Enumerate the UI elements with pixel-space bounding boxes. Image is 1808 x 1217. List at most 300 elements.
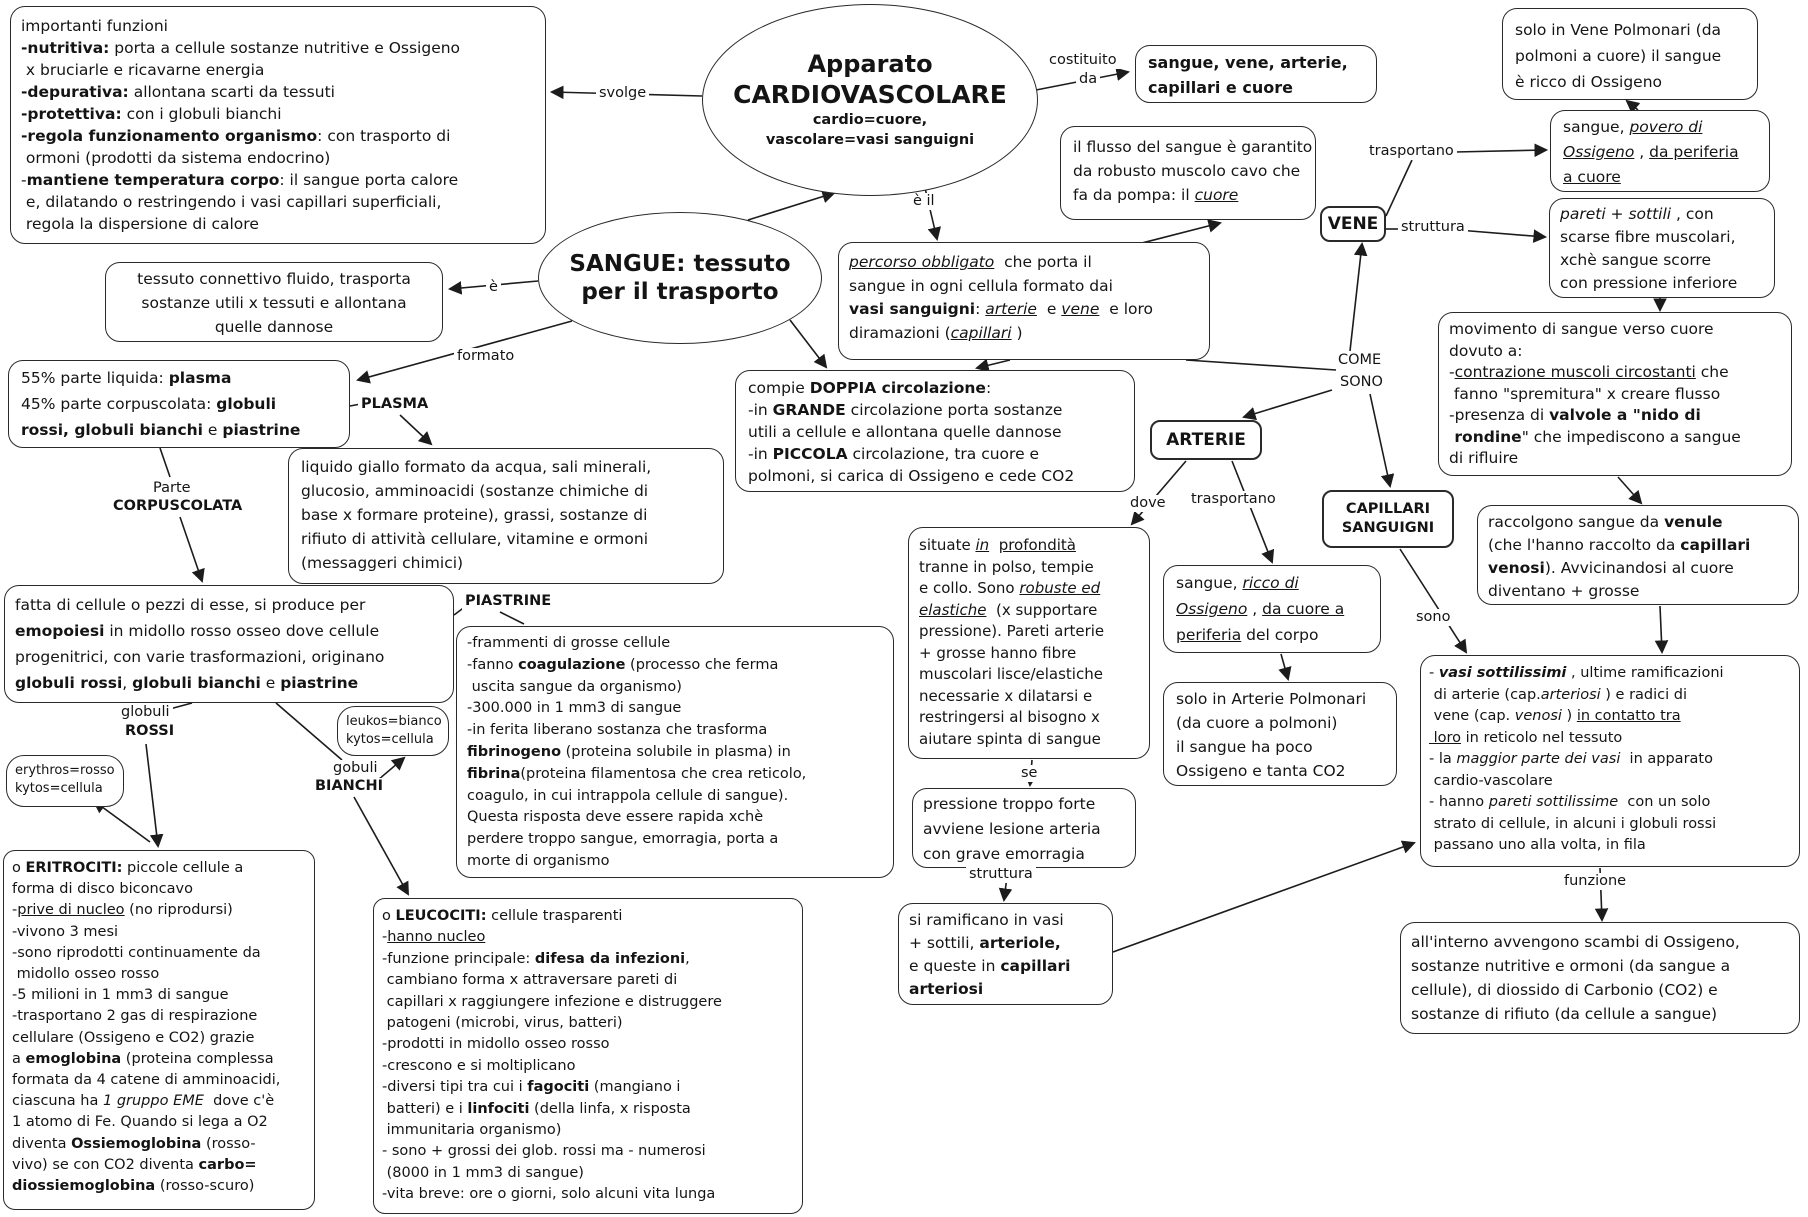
text-segment: compie [748,379,810,397]
text-line [1346,500,1430,519]
text-segment: ) [1011,323,1023,342]
text-segment: (x supportare [986,600,1098,619]
node-leukos [337,706,449,756]
text-segment: vivo) se con CO2 diventa [12,1156,199,1173]
text-line [1176,596,1368,622]
text-segment: sostanze nutritive e ormoni (da sangue a [1411,957,1731,975]
edge-label-dove: dove [1127,495,1169,512]
text-line [15,762,115,780]
connector-line-5 [977,360,1010,368]
text-segment: povero di [1629,118,1703,136]
text-segment: Ossigeno e tanta CO2 [1176,762,1346,780]
text-segment: -trasportano 2 gas di respirazione [12,1008,258,1025]
text-line [1449,427,1781,449]
text-line [919,707,1139,729]
text-segment: del corpo [1241,626,1319,644]
text-line [12,858,306,879]
text-segment: : [975,300,986,318]
text-segment: - [382,929,388,946]
text-segment: 45% parte corpuscolata: [21,395,217,413]
text-line [467,742,883,764]
node-pareti-sottili [1549,198,1775,298]
node-capillari-sanguigni [1322,490,1454,548]
edge-label-e: è [486,279,501,296]
text-segment: linfociti [467,1100,530,1117]
text-segment: - la [1429,751,1457,767]
text-line [1560,226,1764,249]
text-line [849,275,1199,299]
text-segment: porta a cellule sostanze nutritive e Ossigeno [109,39,461,57]
text-segment: il sangue ha poco [1176,738,1313,756]
node-doppia-circolazione [735,370,1135,492]
text-segment: vene (cap. [1429,708,1515,724]
text-segment: o [382,908,396,924]
text-line [382,1141,794,1162]
text-line [748,399,1122,421]
text-line [12,964,306,985]
text-line [919,600,1139,622]
text-segment: venule [1664,513,1723,531]
text-line [12,900,306,921]
text-segment: coagulazione [518,656,626,673]
edge-label-se: se [1018,765,1040,782]
text-segment: fagociti [527,1079,590,1096]
text-segment: restringersi al bisogno x [919,708,1100,726]
text-segment: cardio-vascolare [1429,772,1553,789]
text-line [1328,214,1379,234]
text-line [467,720,883,742]
text-line [15,780,115,798]
connector-line-35 [1627,101,1638,110]
connector-line-32 [1455,150,1546,152]
text-line [382,1120,794,1141]
text-line [467,655,883,677]
text-segment: (no riprodursi) [124,902,233,919]
text-line [21,81,535,103]
node-ramificano-arteriole [898,903,1113,1005]
text-line [21,15,535,37]
edge-label-costituito: costituito [1046,52,1120,69]
text-line [382,949,794,970]
text-segment: diramazioni ( [849,323,951,342]
text-segment: Ossigeno [1563,143,1635,161]
text-segment: strato di cellule, in alcuni i globuli rossi [1429,815,1717,832]
text-line [1176,735,1384,759]
text-line [1449,384,1781,406]
text-segment: passano uno alla volta, in fila [1429,837,1646,853]
text-segment: dove c'è [203,1093,275,1110]
text-segment: con i globuli bianchi [121,105,282,123]
text-line [1449,341,1781,363]
text-segment: -in [748,401,773,419]
text-line [1166,430,1246,450]
text-segment: Apparato [807,50,933,79]
text-line [1176,711,1384,735]
text-line [813,110,927,130]
connector-line-39 [1400,549,1466,652]
text-line [1563,115,1757,140]
text-segment: maggior parte dei vasi [1456,751,1621,767]
text-line [301,527,711,551]
text-line [1449,319,1781,341]
text-segment: - [1449,363,1455,381]
text-line [733,80,1007,111]
text-segment: uscita sangue da organismo) [467,678,682,695]
text-segment: 1 atomo di Fe. Quando si lega a O2 [12,1114,268,1131]
connector-line-17 [354,797,408,894]
text-segment: PICCOLA [772,445,848,463]
text-line [301,479,711,503]
text-line [1148,75,1364,100]
text-segment: 1 gruppo EME [102,1093,204,1110]
text-segment: allontana scarti da tessuti [128,83,335,101]
text-segment: che porta il [994,253,1092,271]
text-segment: ARTERIE [1166,430,1246,450]
text-line [21,391,337,417]
text-line [1429,792,1791,814]
text-line [919,578,1139,600]
text-line [21,169,535,191]
text-line [919,535,1139,557]
text-segment: necessarie x dilatarsi e [919,686,1093,705]
node-plasma-liquido-giallo [288,448,724,584]
text-segment: situate [919,536,976,554]
text-line [849,298,1199,322]
text-line [1176,570,1368,596]
text-segment: avviene lesione arteria [923,820,1101,838]
text-segment: sangue in ogni cellula formato dai [849,276,1113,295]
text-segment: -protettiva: [21,105,122,123]
text-segment: capillari e cuore [1148,78,1293,97]
text-segment: + sottili, [909,934,980,952]
text-segment: con un solo [1618,794,1711,810]
text-segment: piastrine [222,421,301,439]
node-arterie-polmonari [1163,682,1397,786]
text-segment: in contatto tra [1576,708,1681,724]
connector-line-6 [790,320,826,367]
text-line [923,792,1125,817]
text-segment: Ossigeno [1176,600,1248,618]
text-segment: leukos=bianco [346,714,442,729]
text-segment: -fanno [467,656,519,673]
node-raccolgono-venule [1477,505,1799,605]
text-line [1176,687,1384,711]
text-segment: profondità [998,536,1076,554]
text-segment: kytos=cellula [15,781,103,796]
text-line [12,922,306,943]
connector-line-31 [1386,160,1412,216]
connector-line-38 [1660,606,1662,652]
text-segment: ricco di [1242,574,1299,592]
text-segment: capillari [1680,536,1751,554]
text-line [569,250,790,278]
text-segment: emoglobina [25,1050,122,1067]
edge-label-bianchi: BIANCHI [312,778,386,795]
text-segment: CAPILLARI [1345,501,1431,517]
text-line [12,1049,306,1070]
text-line [748,465,1122,487]
text-segment: - [21,171,27,189]
text-segment: e [260,674,281,692]
text-line [382,927,794,948]
text-line [467,851,883,873]
node-percorso-obbligato [838,242,1210,360]
text-line [12,1091,306,1112]
text-segment: fibrina [467,765,521,782]
text-line [382,1184,794,1205]
connector-line-23 [1244,390,1332,417]
text-segment: hanno nucleo [387,929,486,946]
text-segment: sostanze utili x tessuti e allontana [141,294,407,312]
edge-label-funzione: funzione [1561,873,1629,890]
text-segment: ) [1561,708,1577,724]
node-eritrociti [3,850,315,1210]
text-segment: venosi [1514,708,1562,724]
connector-line-30 [1113,843,1414,952]
text-segment: : con trasporto di [317,127,451,145]
text-line [1429,685,1791,707]
text-segment: pressione troppo forte [923,795,1096,813]
text-line [1073,135,1313,159]
text-segment: -300.000 in 1 mm3 di sangue [467,700,682,717]
text-line [114,315,434,339]
text-segment: o [12,860,26,876]
text-segment: , [122,674,133,692]
text-segment: (da cuore a polmoni) [1176,714,1338,732]
text-segment: in apparato [1620,751,1713,767]
text-line [21,125,535,147]
text-segment: perdere troppo sangue, emorragia, porta a [467,831,779,848]
text-segment: muscolari lisce/elastiche [919,665,1103,683]
text-line [1488,557,1788,580]
node-composizione-55-45 [8,360,350,448]
text-segment: e [1036,300,1062,318]
text-segment: difesa da infezioni [534,950,686,967]
text-line [346,731,440,749]
text-segment: 55% parte liquida: [21,369,169,387]
text-segment: xchè sangue scorre [1560,251,1711,269]
text-segment: -funzione principale: [382,950,535,967]
text-segment: scarse fibre muscolari, [1560,228,1736,246]
text-line [766,130,974,150]
edge-label-plasma: PLASMA [358,396,431,413]
text-line [923,842,1125,867]
text-segment: morte di organismo [467,852,610,869]
node-tessuto-connettivo [105,262,443,342]
text-line [1411,954,1789,978]
text-line [919,643,1139,665]
text-line [1563,140,1757,165]
text-segment: cellule trasparenti [486,908,623,924]
text-segment: , [685,950,690,967]
text-segment: ciascuna ha [12,1093,103,1110]
text-segment: cellulare (Ossigeno e CO2) grazie [12,1029,255,1046]
text-line [382,970,794,991]
text-segment: globuli [216,395,277,413]
connector-line-20 [500,612,524,624]
text-line [12,985,306,1006]
text-segment: (rosso- [201,1135,256,1152]
text-segment: formata da 4 catene di amminoacidi, [12,1072,281,1089]
text-line [1560,272,1764,295]
edge-label-struttura-arterie: struttura [966,866,1036,883]
text-segment: solo in Arterie Polmonari [1176,690,1367,708]
text-line [1429,749,1791,771]
connector-line-4 [1142,223,1220,243]
text-line [748,377,1122,399]
text-segment: in [975,536,990,554]
text-segment: sangue, vene, arterie, [1148,53,1348,72]
text-segment: diventa [12,1135,72,1152]
text-segment: emopoiesi [15,622,105,640]
edge-label-trasportano-vene: trasportano [1366,143,1457,160]
text-segment: è ricco di Ossigeno [1515,73,1663,91]
text-segment: forma di disco biconcavo [12,881,193,898]
text-line [919,621,1139,643]
text-segment: pressione). Pareti arterie [919,622,1105,640]
text-segment: , [1247,600,1263,618]
text-segment: mantiene temperatura corpo [26,171,280,189]
text-line [1429,663,1791,685]
text-segment: capillari [1000,957,1071,975]
text-segment: il flusso del sangue è garantito [1073,138,1313,156]
text-segment: Questa risposta deve essere rapida xchè [467,809,764,826]
text-segment: erythros=rosso [15,763,115,778]
text-line [301,455,711,479]
text-segment: (della linfa, x risposta [529,1100,691,1117]
text-segment: (proteina complessa [121,1050,274,1067]
text-segment: vene [1061,300,1100,318]
text-segment: loro [1429,729,1462,746]
connector-line-26 [1232,461,1272,562]
text-line [1488,511,1788,534]
text-segment: - sono + grossi dei glob. rossi ma - numerosi [382,1143,706,1160]
text-line [21,37,535,59]
text-segment: polmoni, si carica di Ossigeno e cede CO2 [748,467,1075,485]
text-segment: , [1634,143,1650,161]
text-segment: (proteina filamentosa che crea reticolo, [520,765,807,782]
text-line [748,443,1122,465]
text-line [21,103,535,125]
text-line [467,829,883,851]
text-segment: con pressione inferiore [1560,274,1738,292]
node-sangue-tessuto [538,212,822,344]
edge-label-piastrine: PIASTRINE [462,593,554,610]
connector-line-14 [146,744,158,846]
text-segment: che [1695,363,1729,381]
text-segment: diossiemoglobina [12,1178,156,1195]
text-segment [989,536,999,554]
text-segment: fibrinogeno [467,743,562,760]
text-segment: cardio=cuore, [812,112,928,129]
edge-label-parte: Parte [150,480,194,497]
text-line [15,644,443,670]
text-segment: rifiuto di attività cellulare, vitamine e ormoni [301,530,648,548]
text-line [909,978,1102,1001]
text-segment: (messaggeri chimici) [301,554,464,572]
text-segment: CARDIOVASCOLARE [733,79,1007,109]
text-segment: regola la dispersione di calore [21,215,259,233]
text-segment: globuli bianchi [132,674,261,692]
text-segment: da robusto muscolo cavo che [1073,162,1301,180]
text-segment: cellule), di diossido di Carbonio (CO2) e [1411,981,1718,999]
text-line [382,1099,794,1120]
text-segment: percorso obbligato [849,253,995,271]
node-capillari-dettagli [1420,655,1800,867]
text-segment: capillari [950,323,1012,342]
text-segment: da cuore a [1262,600,1345,618]
text-segment: quelle dannose [214,318,334,336]
text-line [21,147,535,169]
text-segment: -presenza di [1449,406,1550,424]
text-segment: pareti sottilissime [1488,794,1619,810]
text-segment: arterie [985,300,1037,318]
text-segment: vasi sottilissimi [1438,665,1567,681]
text-segment: periferia [1176,626,1242,644]
text-line [919,557,1139,579]
text-segment: da periferia [1649,143,1739,161]
node-vene [1320,206,1386,242]
text-segment: midollo osseo rosso [12,966,160,983]
text-segment: elastiche [919,600,987,619]
text-segment: SANGUE: tessuto [569,250,791,277]
node-parte-corpuscolata [4,585,454,703]
text-line [581,278,778,306]
edge-label-rossi: ROSSI [122,723,177,740]
connector-line-24 [1370,394,1390,486]
text-line [467,764,883,786]
text-segment: (mangiano i [589,1079,681,1096]
text-segment: rondine [1449,427,1522,446]
edge-label-gobuli: gobuli [330,760,381,777]
text-line [1148,50,1364,75]
text-segment: -depurativa: [21,83,129,101]
text-segment: , ultime ramificazioni [1566,665,1724,681]
edge-label-struttura-vene: struttura [1398,219,1468,236]
text-segment: immunitaria organismo) [382,1122,562,1139]
text-segment: (8000 in 1 mm3 di sangue) [382,1164,584,1181]
text-segment: capillari x raggiungere infezione e distruggere [382,993,722,1010]
text-segment: -regola funzionamento organismo [21,127,318,145]
text-segment: coagulo, in cui intrappola cellule di sangue). [467,787,789,804]
text-line [382,1077,794,1098]
text-segment: si ramificano in vasi [909,911,1064,929]
text-segment: -prodotti in midollo osseo rosso [382,1036,610,1053]
text-line [1560,203,1764,226]
text-segment: a [12,1050,26,1067]
node-leucociti [373,898,803,1214]
text-line [909,909,1102,932]
text-segment: fanno "spremitura" x creare flusso [1449,384,1721,403]
text-segment: solo in Vene Polmonari (da [1515,21,1722,39]
node-vene-polmonari [1502,8,1758,100]
text-line [1411,1002,1789,1026]
edge-label-da: da [1076,71,1100,88]
text-segment: - [12,902,18,919]
text-line [382,1056,794,1077]
text-segment: e queste in [909,957,1001,975]
text-line [467,698,883,720]
edge-label-globuli: globuli [118,704,173,721]
text-segment: arteriosi [1540,686,1601,703]
text-line [114,291,434,315]
text-segment: -nutritiva: [21,39,110,57]
connector-line-37 [1618,477,1641,503]
text-segment: prive di nucleo [17,902,125,919]
text-line [1560,249,1764,272]
text-segment: rossi, globuli bianchi [21,421,203,439]
text-segment: -crescono e si moltiplicano [382,1057,576,1074]
